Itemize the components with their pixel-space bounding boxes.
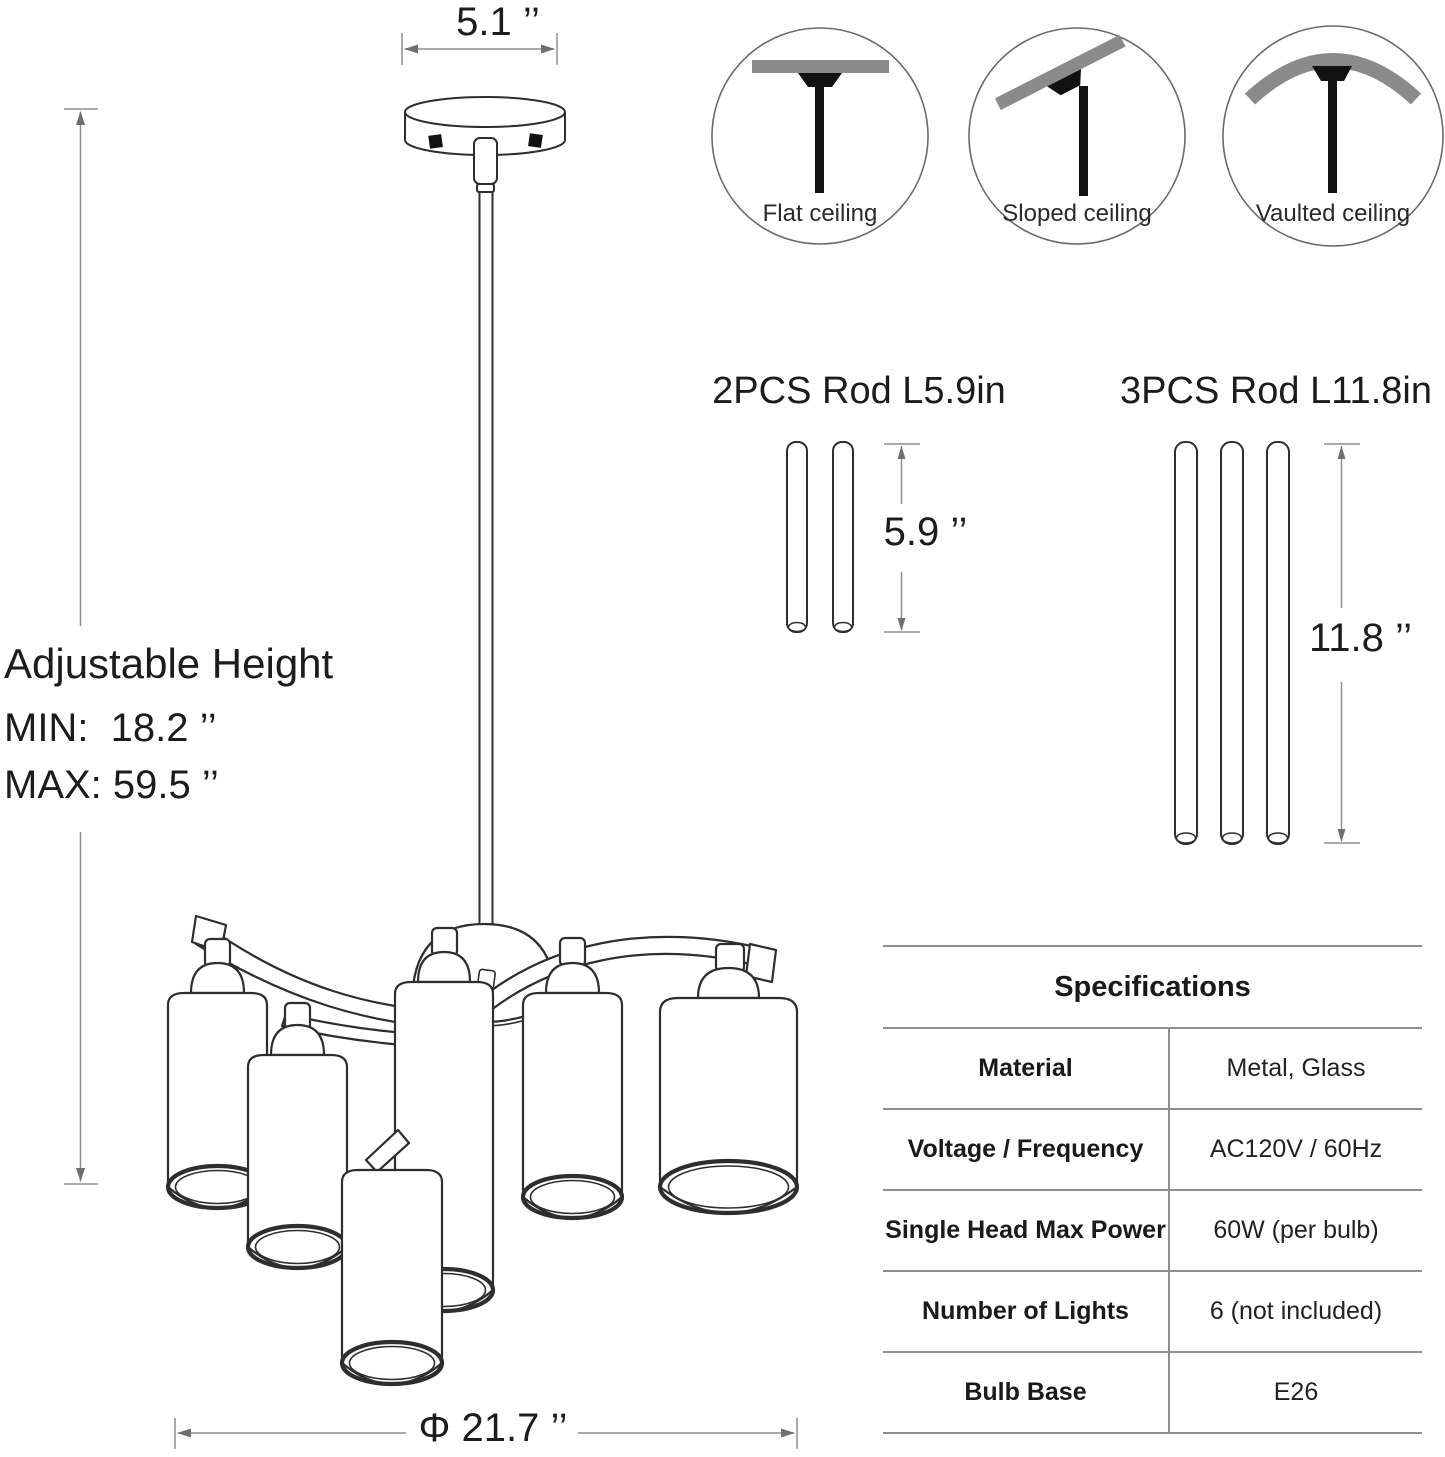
- spec-row-voltage: [883, 1110, 1422, 1191]
- rod-2pcs-drawing: [787, 442, 853, 632]
- spec-row-material: [883, 1029, 1422, 1110]
- rod-3pcs-drawing: [1175, 442, 1289, 844]
- sloped-ceiling-label: Sloped ceiling: [1002, 200, 1152, 227]
- spec-label: Material: [978, 1054, 1073, 1082]
- vaulted-ceiling-label: Vaulted ceiling: [1255, 200, 1411, 227]
- rod-3pcs-length-label: 11.8 ’’: [1308, 616, 1413, 660]
- spec-value: AC120V / 60Hz: [1168, 1110, 1422, 1189]
- spec-row-max-power: [883, 1191, 1422, 1272]
- glass-shade-drawing: [660, 944, 797, 1213]
- spec-label: Number of Lights: [922, 1297, 1129, 1325]
- canopy-screw-left: [428, 134, 443, 149]
- spec-label: Bulb Base: [964, 1378, 1087, 1406]
- flat-ceiling-label: Flat ceiling: [762, 200, 878, 227]
- rod-3pcs-title: 3PCS Rod L11.8in: [1120, 370, 1432, 412]
- rod-2pcs-length-label: 5.9 ’’: [883, 510, 968, 554]
- adjustable-height-title: Adjustable Height: [4, 640, 334, 687]
- spec-row-number-of-lights: [883, 1272, 1422, 1353]
- specifications-table: [883, 945, 1422, 1434]
- specifications-title: Specifications: [883, 947, 1422, 1029]
- canopy-screw-right: [528, 133, 543, 148]
- diameter-label: Φ 21.7 ’’: [418, 1406, 568, 1450]
- canopy-drawing: [404, 97, 566, 192]
- min-height-label: MIN: 18.2 ’’: [4, 706, 217, 750]
- spec-value: E26: [1168, 1353, 1422, 1432]
- spec-value: 60W (per bulb): [1168, 1191, 1422, 1270]
- spec-value: 6 (not included): [1168, 1272, 1422, 1351]
- spec-label: Voltage / Frequency: [907, 1135, 1144, 1163]
- spec-label: Single Head Max Power: [885, 1216, 1166, 1244]
- hanging-rod-drawing: [480, 192, 493, 928]
- canopy-width-label: 5.1 ’’: [456, 0, 540, 44]
- chandelier-drawing: [168, 916, 797, 1384]
- max-height-label: MAX: 59.5 ’’: [4, 763, 219, 807]
- spec-row-bulb-base: [883, 1353, 1422, 1434]
- spec-value: Metal, Glass: [1168, 1029, 1422, 1108]
- rod-2pcs-title: 2PCS Rod L5.9in: [712, 370, 1006, 412]
